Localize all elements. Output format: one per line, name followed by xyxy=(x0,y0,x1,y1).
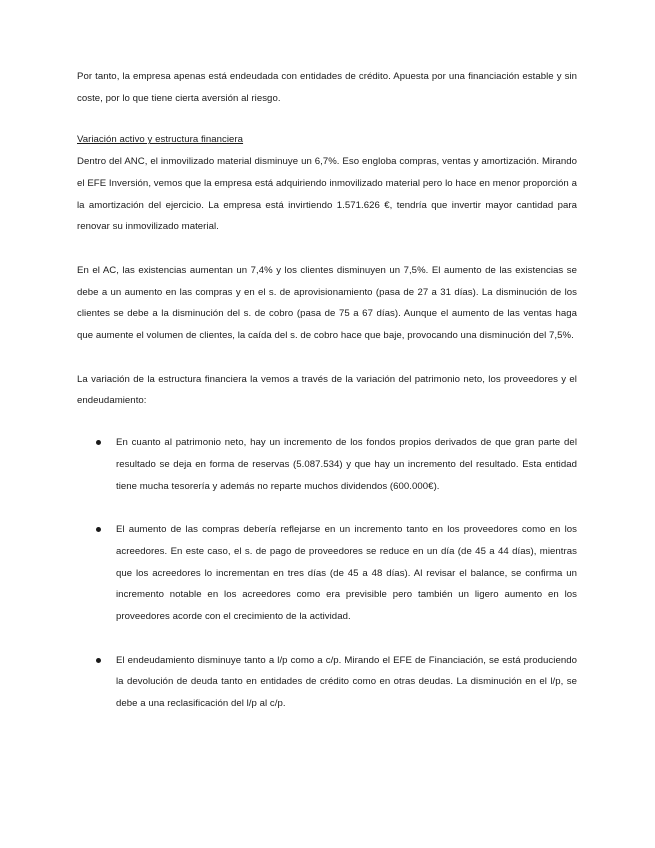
paragraph-financing: Por tanto, la empresa apenas está endeudada con entidades de crédito. Apuesta por una financiación estable y sin coste, por lo que tiene cierta aversión al riesgo. xyxy=(77,71,577,104)
section-heading: Variación activo y estructura financiera xyxy=(77,134,244,146)
bullet-icon xyxy=(96,658,101,663)
bullet-icon xyxy=(96,527,101,532)
list-item xyxy=(77,432,577,497)
list-item xyxy=(77,519,577,628)
bullet-list xyxy=(77,432,577,715)
bullet-text: El aumento de las compras debería reflejarse en un incremento tanto en los proveedores como en los acreedores. En este caso, el s. de pago de proveedores se reduce en un día (de 45 a 44 días), mientras que los acreedores lo incrementan en tres días (de 45 a 48 días). Al revisar el balance, se confirma un incremento notable en los acreedores como era previsible pero también un ligero aumento en los proveedores acorde con el crecimiento de la actividad. xyxy=(116,524,577,623)
list-item xyxy=(77,650,577,715)
bullet-text: El endeudamiento disminuye tanto a l/p como a c/p. Mirando el EFE de Financiación, se está produciendo la devolución de deuda tanto en entidades de crédito como en otras deudas. La disminución en el l/p, se debe a una reclasificación del l/p al c/p. xyxy=(116,654,577,710)
document-page xyxy=(77,66,577,715)
paragraph-anc: Dentro del ANC, el inmovilizado material disminuye un 6,7%. Eso engloba compras, ventas y amortización. Mirando el EFE Inversión, vemos que la empresa está adquiriendo inmovilizado material pero lo hace en menor proporción a la amortización del ejercicio. La empresa está invirtiendo 1.571.626 €, tendría que invertir mayor cantidad para renovar su inmovilizado material. xyxy=(77,156,577,233)
paragraph-ac: En el AC, las existencias aumentan un 7,4% y los clientes disminuyen un 7,5%. El aumento de las existencias se debe a un aumento en las compras y en el s. de aprovisionamiento (pasa de 27 a 31 días). La disminución de los clientes se debe a la disminución del s. de cobro (pasa de 75 a 67 días). Aunque el aumento de las ventas haga que aumente el volumen de clientes, la caída del s. de cobro hace que baje, provocando una disminución del 7,5%. xyxy=(77,264,577,342)
paragraph-structure: La variación de la estructura financiera la vemos a través de la variación del patrimonio neto, los proveedores y el endeudamiento: xyxy=(77,373,577,407)
bullet-icon xyxy=(96,440,101,445)
bullet-text: En cuanto al patrimonio neto, hay un incremento de los fondos propios derivados de que gran parte del resultado se deja en forma de reservas (5.087.534) y que hay un incremento del resultado. Esta entidad tiene mucha tesorería y además no reparte muchos dividendos (600.000€). xyxy=(116,437,577,492)
